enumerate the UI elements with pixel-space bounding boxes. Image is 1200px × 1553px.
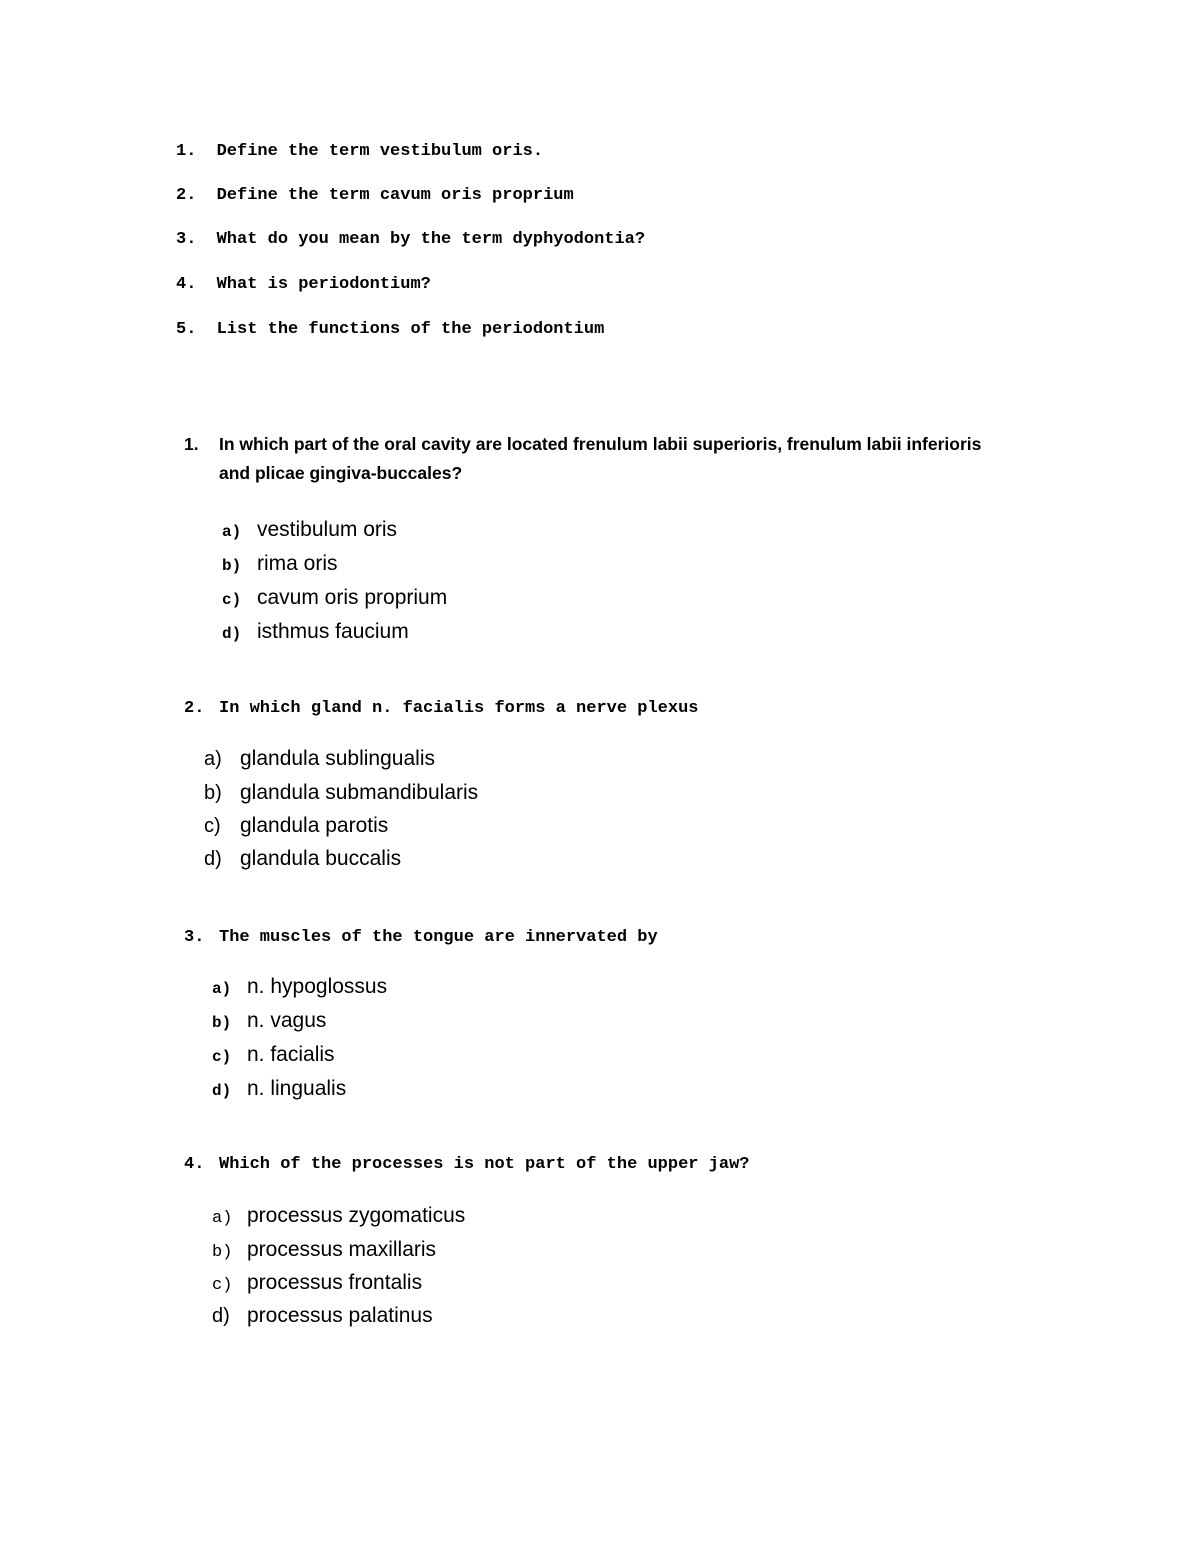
question-number: 4. xyxy=(176,275,197,294)
option-text: vestibulum oris xyxy=(257,518,398,541)
option-text: n. vagus xyxy=(247,1009,327,1032)
mcq-1-number: 1. xyxy=(184,434,199,454)
option-letter: d) xyxy=(212,1082,232,1100)
mcq-4-question xyxy=(184,1155,750,1174)
option-text: processus maxillaris xyxy=(247,1238,437,1261)
option-letter: c) xyxy=(212,1048,232,1066)
mcq-3-option-d xyxy=(212,1077,346,1101)
option-text: processus palatinus xyxy=(247,1304,433,1327)
question-number: 2. xyxy=(184,699,205,718)
short-question-4 xyxy=(176,275,431,294)
option-letter: c) xyxy=(222,591,242,609)
question-number: 1. xyxy=(176,142,197,161)
option-letter: a) xyxy=(212,980,232,998)
mcq-3-option-c xyxy=(212,1043,335,1067)
short-question-3 xyxy=(176,230,645,249)
option-letter: a) xyxy=(204,748,222,770)
option-letter: d) xyxy=(212,1305,230,1327)
option-text: rima oris xyxy=(257,552,338,575)
question-number: 4. xyxy=(184,1155,205,1174)
option-letter: b) xyxy=(204,782,222,804)
mcq-1-option-d xyxy=(222,620,409,644)
short-question-2 xyxy=(176,186,574,205)
question-text: Which of the processes is not part of the upper jaw? xyxy=(219,1155,750,1174)
option-letter: d) xyxy=(222,625,242,643)
option-text: processus zygomaticus xyxy=(247,1204,466,1227)
mcq-4-option-a xyxy=(212,1204,465,1228)
mcq-2-question xyxy=(184,699,698,718)
option-text: n. hypoglossus xyxy=(247,975,388,998)
mcq-2-option-d xyxy=(204,847,401,871)
option-text: glandula submandibularis xyxy=(240,781,479,804)
mcq-3-option-a xyxy=(212,975,387,999)
option-letter: b) xyxy=(212,1014,232,1032)
question-text: What do you mean by the term dyphyodontia? xyxy=(216,230,646,249)
question-text: The muscles of the tongue are innervated by xyxy=(219,928,658,947)
option-letter: a) xyxy=(222,523,242,541)
option-letter: c) xyxy=(212,1276,233,1295)
option-letter: c) xyxy=(204,815,221,837)
mcq-1-option-c xyxy=(222,586,447,610)
question-text: What is periodontium? xyxy=(216,275,431,294)
option-text: cavum oris proprium xyxy=(257,586,448,609)
option-text: glandula sublingualis xyxy=(240,747,435,770)
mcq-4-option-c xyxy=(212,1271,422,1295)
question-text: Define the term vestibulum oris. xyxy=(216,142,544,161)
question-number: 5. xyxy=(176,320,197,339)
mcq-2-option-a xyxy=(204,747,435,771)
option-text: n. facialis xyxy=(247,1043,335,1066)
mcq-1-text-line1: In which part of the oral cavity are located frenulum labii superioris, frenulum labii inferioris xyxy=(219,434,982,454)
short-question-1 xyxy=(176,142,543,161)
mcq-2-option-b xyxy=(204,781,478,805)
option-text: isthmus faucium xyxy=(257,620,409,643)
question-text: In which gland n. facialis forms a nerve plexus xyxy=(219,699,699,718)
mcq-1-option-a xyxy=(222,518,397,542)
option-letter: d) xyxy=(204,848,222,870)
mcq-2-option-c xyxy=(204,814,388,838)
mcq-3-option-b xyxy=(212,1009,326,1033)
mcq-4-option-b xyxy=(212,1238,436,1262)
mcq-4-option-d xyxy=(212,1304,433,1328)
short-question-5 xyxy=(176,320,604,339)
option-text: processus frontalis xyxy=(247,1271,423,1294)
option-letter: a) xyxy=(212,1209,233,1228)
mcq-3-question xyxy=(184,928,658,947)
option-letter: b) xyxy=(212,1243,233,1262)
question-number: 2. xyxy=(176,186,197,205)
question-text: Define the term cavum oris proprium xyxy=(216,186,574,205)
option-letter: b) xyxy=(222,557,242,575)
option-text: glandula buccalis xyxy=(240,847,402,870)
question-text: List the functions of the periodontium xyxy=(216,320,605,339)
mcq-1-text-line2: and plicae gingiva-buccales? xyxy=(219,463,463,483)
option-text: n. lingualis xyxy=(247,1077,347,1100)
question-number: 3. xyxy=(176,230,197,249)
option-text: glandula parotis xyxy=(240,814,389,837)
mcq-1-option-b xyxy=(222,552,338,576)
question-number: 3. xyxy=(184,928,205,947)
